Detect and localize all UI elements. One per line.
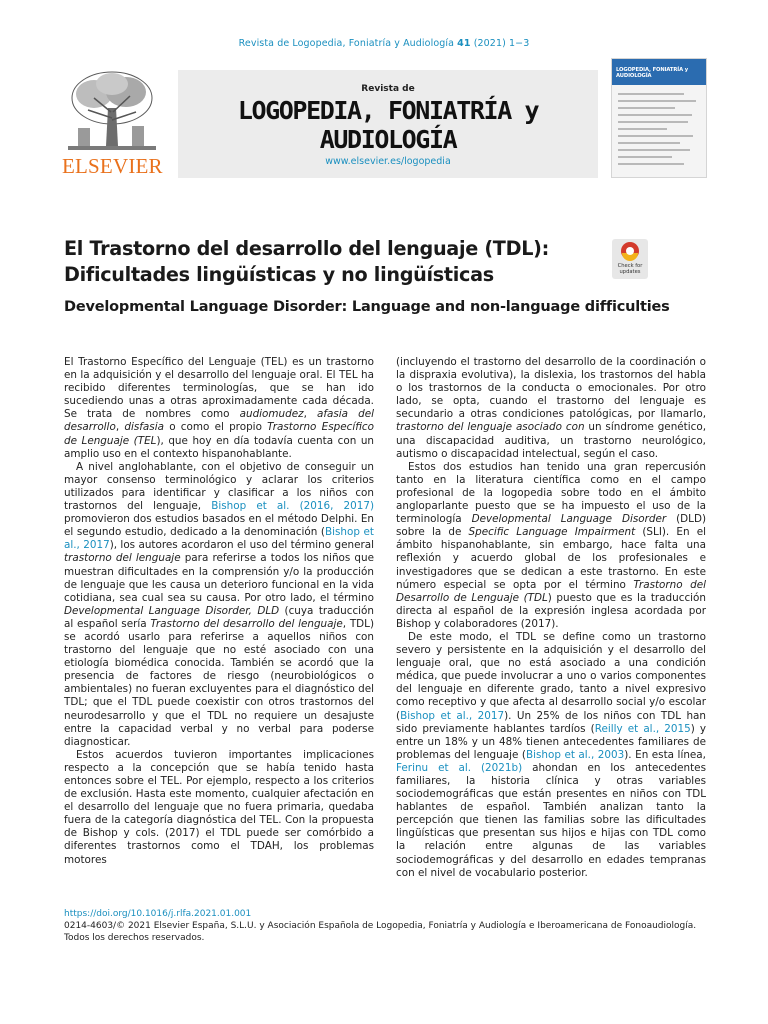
- reference-link[interactable]: Bishop et al., 2017: [64, 526, 374, 552]
- article-subtitle: Developmental Language Disorder: Language and non-language difficulties: [64, 299, 670, 315]
- cover-title: LOGOPEDIA, FONIATRÍA y AUDIOLOGÍA: [616, 67, 688, 79]
- journal-small-title: Revista de: [361, 84, 415, 94]
- article-footer: [64, 908, 714, 944]
- paragraph: Estos acuerdos tuvieron importantes implicaciones respecto a la concepción que se había tenido hasta entonces sobre el TEL. Por ejemplo, respecto a los criterios de exclusión. Hasta este momento, cualquier afectación en el desarrollo del lenguaje que no fuera primaria, quedaba fuera de la categoría diagnóstica del TEL. Con la propuesta de Bishop y cols. (2017) el TDL puede ser comórbido a diferentes trastornos como el TDAH, los problemas motores: [64, 748, 374, 866]
- paragraph: (incluyendo el trastorno del desarrollo de la coordinación o la dispraxia evolutiva), la dislexia, los trastornos del habla o los trastornos de la conducta o emocionales. Por otro lado, se opta, cuando el trastorno del lenguaje es secundario a otras condiciones patológicas, por llamarlo, trastorno del lenguaje asociado con un síndrome genético, una discapacidad auditiva, un trastorno neurológico, autismo o discapacidad intelectual, según el caso.: [396, 356, 707, 460]
- journal-url-link[interactable]: www.elsevier.es/logopedia: [325, 156, 451, 167]
- reference-link[interactable]: Bishop et al., 2003: [525, 748, 625, 761]
- journal-title: LOGOPEDIA, FONIATRÍA y AUDIOLOGÍA: [237, 96, 539, 154]
- reference-link[interactable]: Bishop et al., 2017: [400, 709, 505, 722]
- journal-cover-thumbnail[interactable]: [611, 58, 707, 178]
- check-updates-icon: [612, 239, 648, 263]
- check-updates-label: Check for updates: [617, 263, 643, 275]
- check-for-updates-button[interactable]: [612, 239, 648, 279]
- cover-header: [612, 59, 706, 85]
- journal-banner: [178, 70, 598, 178]
- paragraph: De este modo, el TDL se define como un trastorno severo y persistente en la adquisición y el desarrollo del lenguaje oral, que no está asociado a una condición médica, que puede involucrar a uno o varios componentes del lenguaje en diferente grado, tanto a nivel expresivo como receptivo y que afecta al desarrollo social y/o escolar (Bishop et al., 2017). Un 25% de los niños con TDL han sido previamente hablantes tardíos (Reilly et al., 2015) y entre un 18% y un 48% tienen antecedentes familiares de problemas del lenguaje (Bishop et al., 2003). En esta línea, Ferinu et al. (2021b) ahondan en los antecedentes familiares, la historia clínica y otras variables sociodemográficas que están presentes en niños con TDL hablantes de español. También analizan tanto la percepción que tienen las familias sobre las dificultades lingüísticas que presentan sus hijos e hijas con TDL como la relación entre algunas de las variables sociodemográficas y del desarrollo en edades tempranas con el nivel de vocabulario posterior.: [396, 630, 706, 879]
- doi-link[interactable]: https://doi.org/10.1016/j.rlfa.2021.01.001: [64, 909, 252, 919]
- elsevier-wordmark: ELSEVIER: [62, 154, 163, 178]
- journal-citation[interactable]: Revista de Logopedia, Foniatría y Audiología 41 (2021) 1−3: [238, 38, 530, 49]
- elsevier-tree-icon: [64, 68, 160, 154]
- reference-link[interactable]: Ferinu et al. (2021b): [396, 761, 523, 774]
- copyright-notice: 0214-4603/© 2021 Elsevier España, S.L.U. y Asociación Española de Logopedia, Foniatría y Audiología e Iberoamericana de Fonoaudiología. Todos los derechos reservados.: [64, 921, 697, 943]
- elsevier-logo[interactable]: [62, 68, 162, 180]
- reference-link[interactable]: Bishop et al. (2016, 2017): [211, 500, 374, 513]
- reference-link[interactable]: Reilly et al., 2015: [594, 722, 691, 735]
- article-title: El Trastorno del desarrollo del lenguaje (TDL): Dificultades lingüísticas y no lingüísticas: [64, 237, 549, 286]
- paragraph: A nivel anglohablante, con el objetivo de conseguir un mayor consenso terminológico y aclarar los criterios utilizados para identificar y clasificar a los niños con trastornos del lenguaje, Bishop et al. (2016, 2017) promovieron dos estudios basados en el método Delphi. En el segundo estudio, dedicado a la denominación (Bishop et al., 2017), los autores acordaron el uso del término general trastorno del lenguaje para referirse a todos los niños que muestran dificultades en la comprensión y/o la producción de lenguaje que les causa un deterioro funcional en la vida cotidiana, sea cual sea su causa. Por otro lado, el término Developmental Language Disorder, DLD (cuya traducción al español sería Trastorno del desarrollo del lenguaje, TDL) se acordó usarlo para referirse a aquellos niños con trastorno del lenguaje que no esté asociado con una etiología biomédica conocida. También se acordó que la presencia de factores de riesgo (neurobiológicos o ambientales) no fueran excluyentes para el diagnóstico del TDL; que el TDL puede coexistir con otros trastornos del neurodesarrollo y que el TDL no requiere un desajuste entre la capacidad verbal y no verbal para poderse diagnosticar.: [64, 460, 375, 748]
- left-column: [64, 356, 374, 867]
- cover-contents-lines: [618, 93, 700, 170]
- right-column: [396, 356, 706, 880]
- paragraph: El Trastorno Específico del Lenguaje (TEL) es un trastorno en la adquisición y el desarrollo del lenguaje oral. El TEL ha recibido diferentes terminologías, que se han ido sucediendo unas a otras aproximadamente cada década. Se trata de nombres como audiomudez, afasia del desarrollo, disfasia o como el propio Trastorno Específico de Lenguaje (TEL), que hoy en día todavía cuenta con un amplio uso en el contexto hispanohablante.: [64, 356, 374, 460]
- paragraph: Estos dos estudios han tenido una gran repercusión tanto en la literatura científica como en el campo profesional de la logopedia sobre todo en el ámbito angloparlante puesto que se ha impuesto el uso de la terminología Developmental Language Disorder (DLD) sobre la de Specific Language Impairment (SLI). En el ámbito hispanohablante, sin embargo, hace falta una reflexión y acuerdo global de los profesionales e investigadores que se dedican a este trastorno. En este número especial se opta por el término Trastorno del Desarrollo de Lenguaje (TDL) puesto que es la traducción directa al español de la expresión inglesa acordada por Bishop y colaboradores (2017).: [396, 460, 707, 630]
